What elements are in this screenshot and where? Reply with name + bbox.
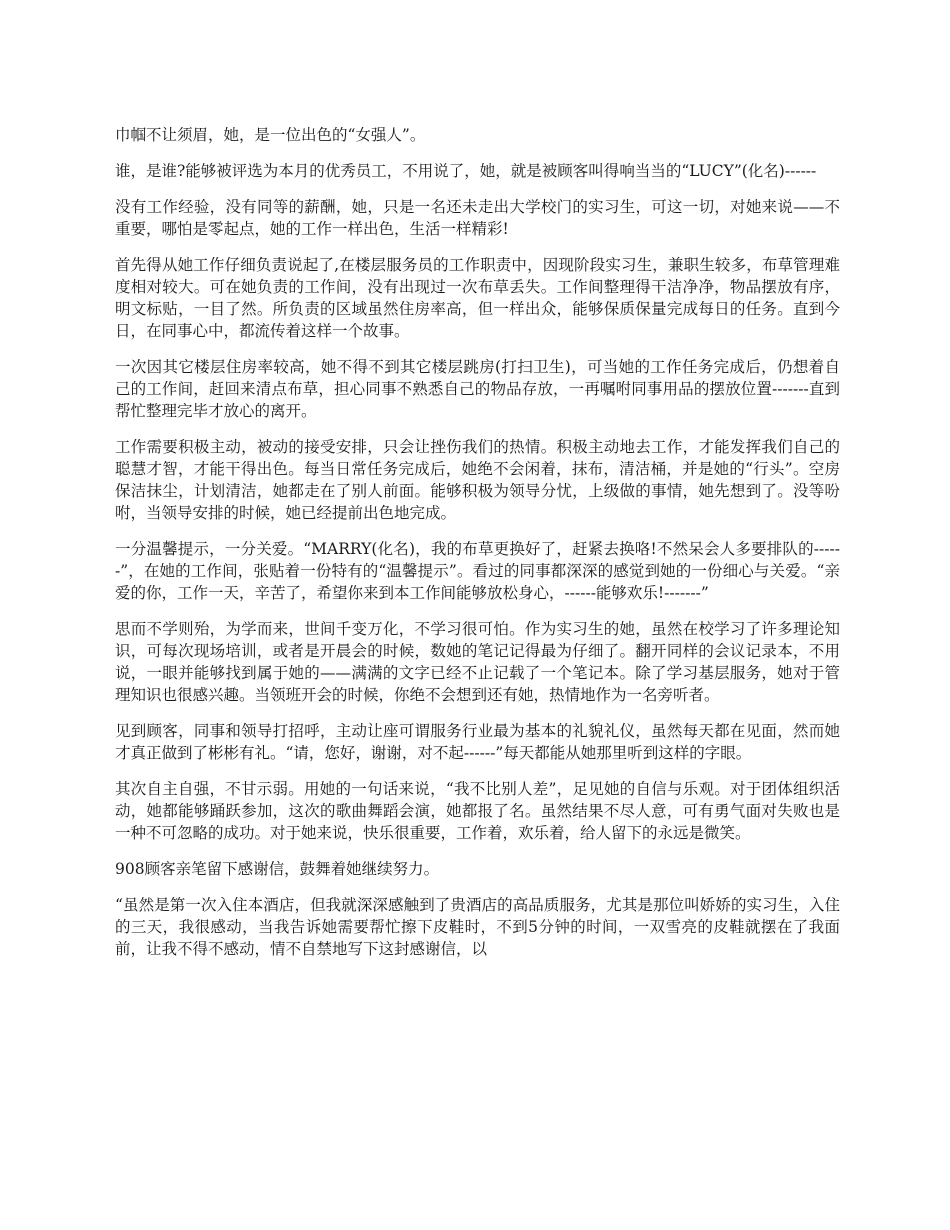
paragraph: 一次因其它楼层住房率较高，她不得不到其它楼层跳房(打扫卫生)，可当她的工作任务完成后，仍想着自己的工作间，赶回来清点布草，担心同事不熟悉自己的物品存放，一再嘱咐同事用品的摆放位置-------直到帮忙整理完毕才放心的离开。 <box>115 358 840 420</box>
paragraph: 一分温馨提示，一分关爱。“MARRY(化名)，我的布草更换好了，赶紧去换咯!不然呆会人多要排队的------”，在她的工作间，张贴着一份特有的“温馨提示”。看过的同事都深深的感觉到她的一份细心与关爱。“亲爱的你，工作一天，辛苦了，希望你来到本工作间能够放松身心，------能够欢乐!-------” <box>115 540 840 602</box>
paragraph: 谁，是谁?能够被评选为本月的优秀员工，不用说了，她，就是被顾客叫得响当当的“LUCY”(化名)------ <box>115 162 817 180</box>
paragraph: 巾帼不让须眉，她，是一位出色的“女强人”。 <box>115 126 426 144</box>
paragraph: 其次自主自强，不甘示弱。用她的一句话来说，“我不比别人差”，足见她的自信与乐观。对于团体组织活动，她都能够踊跃参加，这次的歌曲舞蹈会演，她都报了名。虽然结果不尽人意，可有勇气面对失败也是一种不可忽略的成功。对于她来说，快乐很重要，工作着，欢乐着，给人留下的永远是微笑。 <box>115 780 840 842</box>
paragraph: 908顾客亲笔留下感谢信，鼓舞着她继续努力。 <box>115 860 440 878</box>
paragraph: “虽然是第一次入住本酒店，但我就深深感触到了贵酒店的高品质服务，尤其是那位叫娇娇的实习生，入住的三天，我很感动，当我告诉她需要帮忙擦下皮鞋时，不到5分钟的时间，一双雪亮的皮鞋就摆在了我面前，让我不得不感动，情不自禁地写下这封感谢信，以 <box>115 896 840 958</box>
paragraph: 思而不学则殆，为学而来，世间千变万化，不学习很可怕。作为实习生的她，虽然在校学习了许多理论知识，可每次现场培训，或者是开晨会的时候，数她的笔记记得最为仔细了。翻开同样的会议记录本，不用说，一眼并能够找到属于她的——满满的文字已经不止记载了一个笔记本。除了学习基层服务，她对于管理知识也很感兴趣。当领班开会的时候，你绝不会想到还有她，热情地作为一名旁听者。 <box>115 620 840 704</box>
paragraph: 见到顾客，同事和领导打招呼，主动让座可谓服务行业最为基本的礼貌礼仪，虽然每天都在见面，然而她才真正做到了彬彬有礼。“请，您好，谢谢，对不起------”每天都能从她那里听到这样的字眼。 <box>115 722 840 762</box>
document-body <box>115 124 840 974</box>
paragraph: 首先得从她工作仔细负责说起了,在楼层服务员的工作职责中，因现阶段实习生，兼职生较多，布草管理难度相对较大。可在她负责的工作间，没有出现过一次布草丢失。工作间整理得干洁净净，物品摆放有序，明文标贴，一目了然。所负责的区域虽然住房率高，但一样出众，能够保质保量完成每日的任务。直到今日，在同事心中，都流传着这样一个故事。 <box>115 256 840 340</box>
paragraph: 没有工作经验，没有同等的薪酬，她，只是一名还未走出大学校门的实习生，可这一切，对她来说——不重要，哪怕是零起点，她的工作一样出色，生活一样精彩! <box>115 198 840 238</box>
paragraph: 工作需要积极主动，被动的接受安排，只会让挫伤我们的热情。积极主动地去工作，才能发挥我们自己的聪慧才智，才能干得出色。每当日常任务完成后，她绝不会闲着，抹布，清洁桶，并是她的“行头”。空房保洁抹尘，计划清洁，她都走在了别人前面。能够积极为领导分忧，上级做的事情，她先想到了。没等吩咐，当领导安排的时候，她已经提前出色地完成。 <box>115 438 840 522</box>
